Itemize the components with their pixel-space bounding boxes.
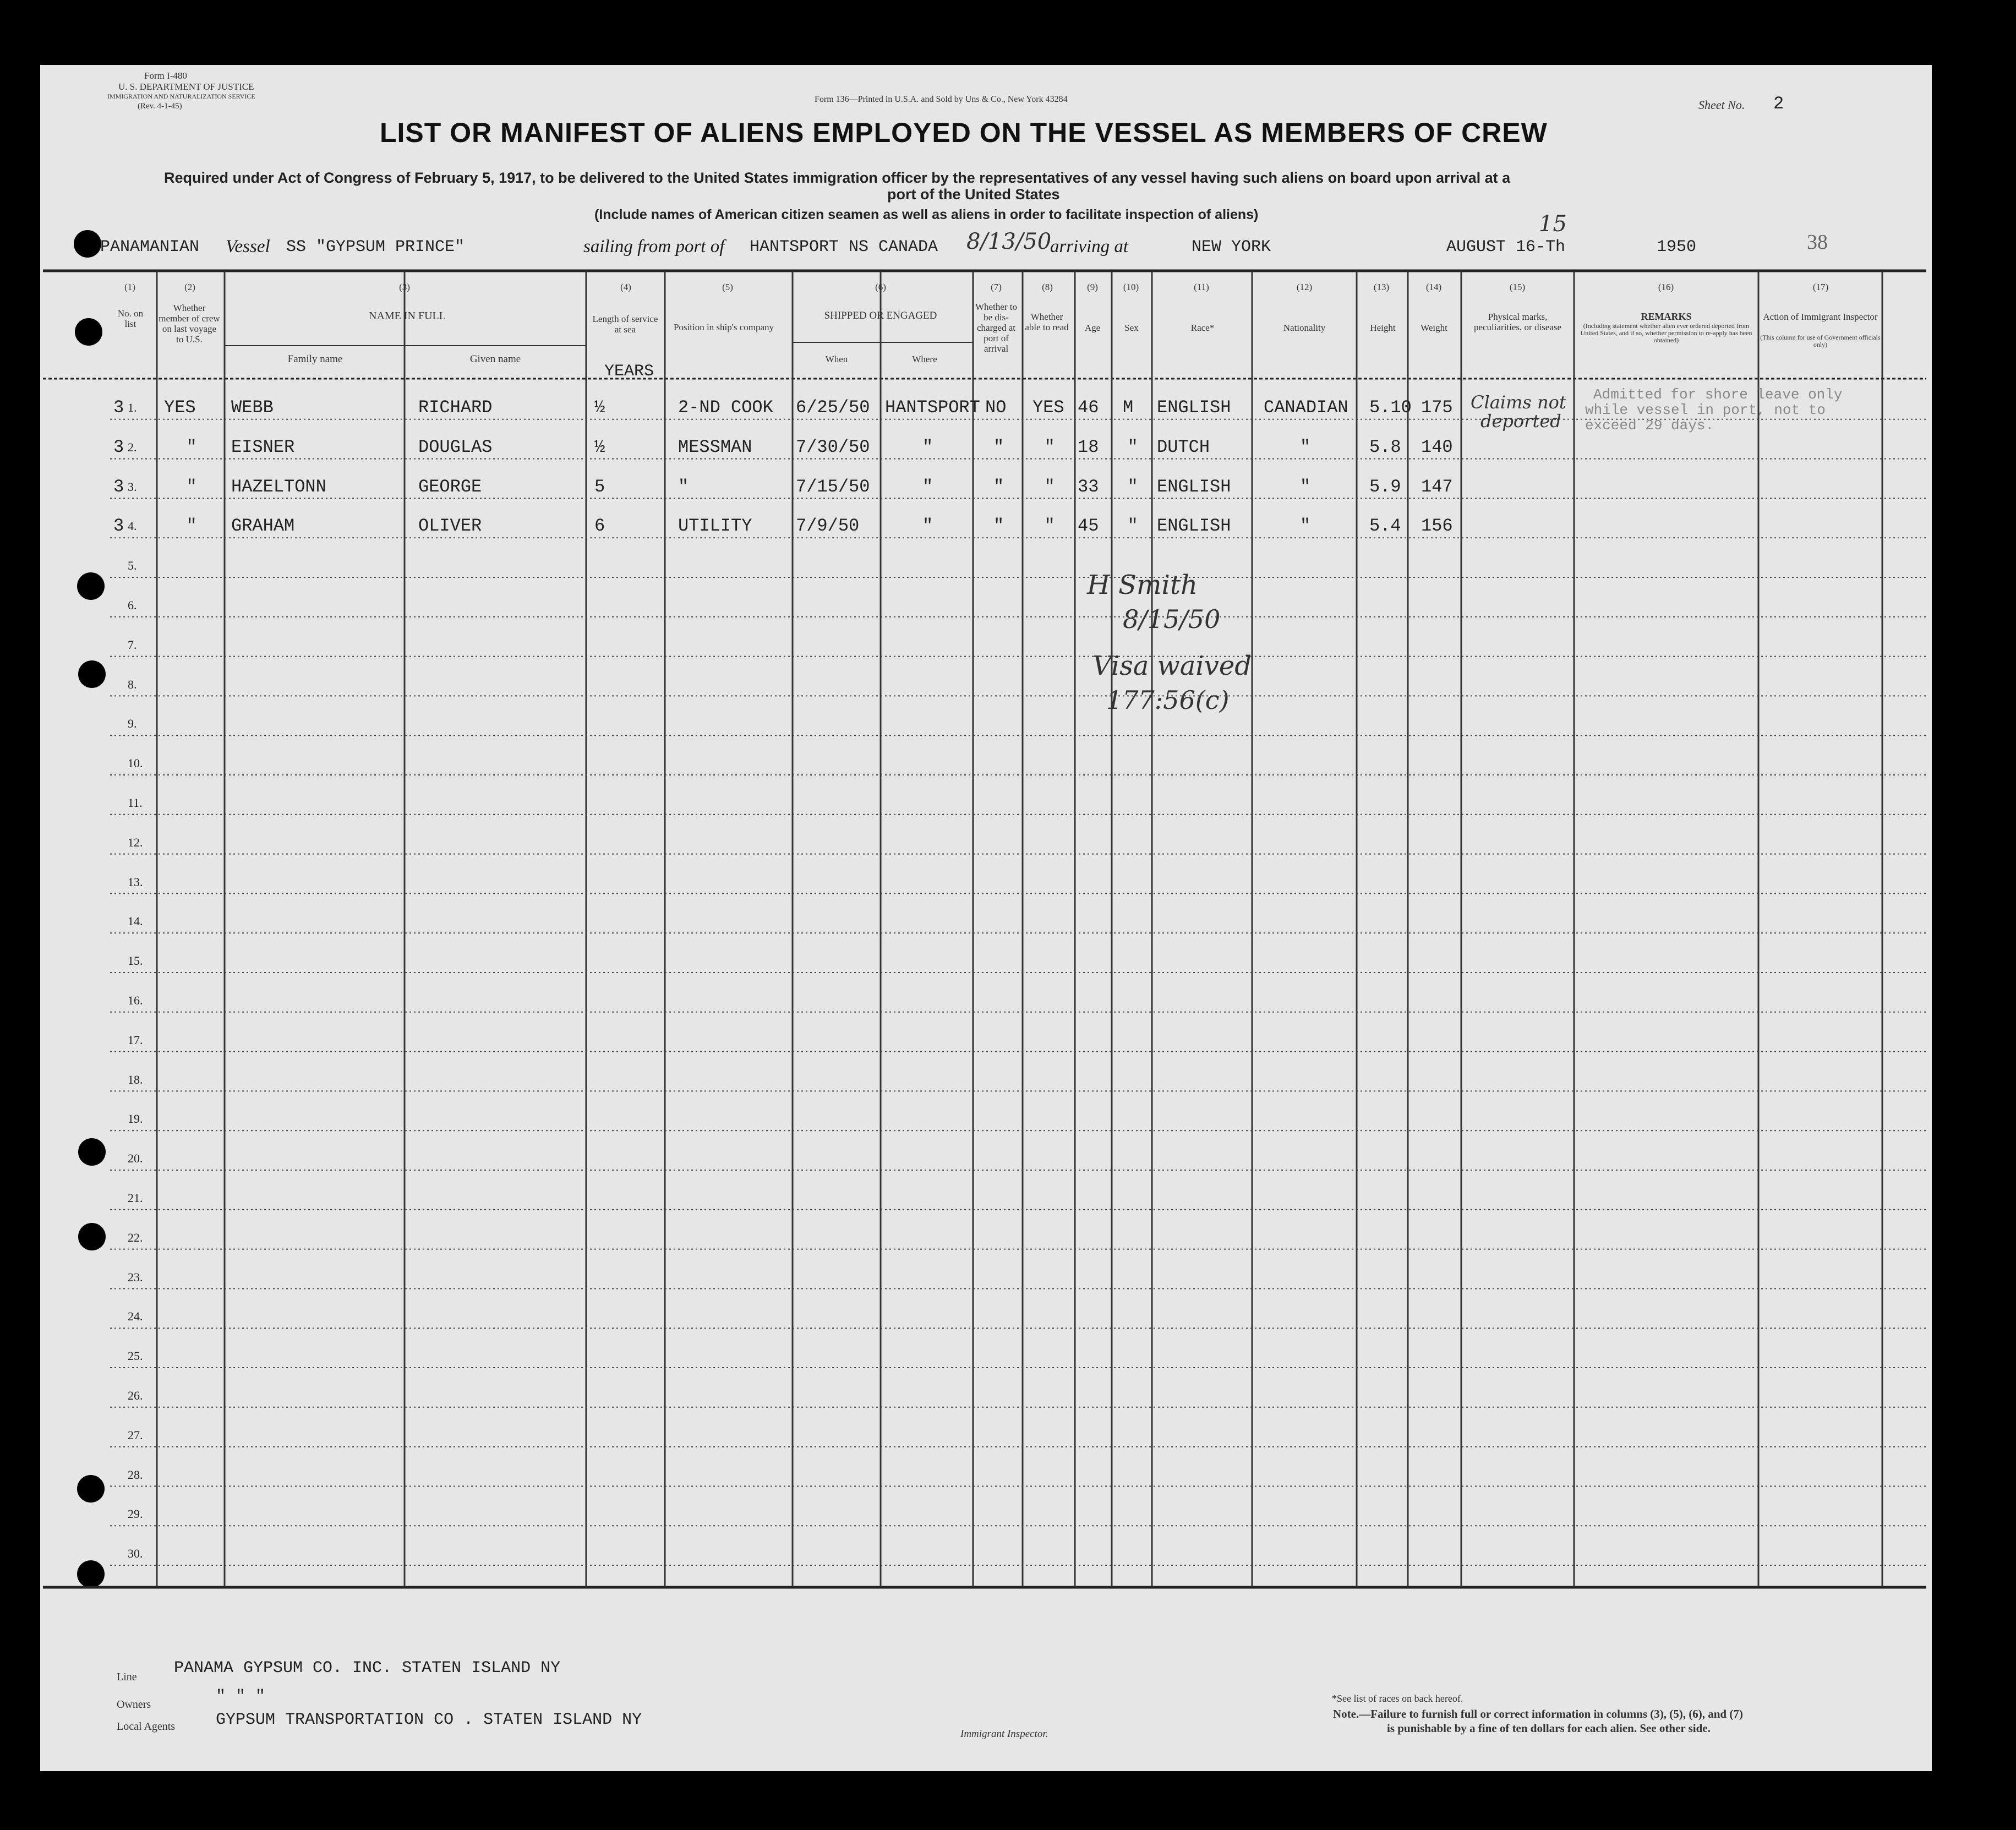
cell-age: 45	[1078, 516, 1099, 537]
cell-position: 2-ND COOK	[678, 397, 773, 418]
cell-family: WEBB	[231, 397, 274, 418]
cell-read: "	[1044, 516, 1055, 537]
col4-header: Length of service at sea	[592, 314, 658, 335]
cell-weight: 147	[1421, 476, 1453, 497]
fine-note-1: Note.—Failure to furnish full or correct information in columns (3), (5), (6), and (7)	[1333, 1707, 1743, 1720]
footer-owners-label: Owners	[117, 1698, 151, 1711]
col3b-header: Given name	[469, 353, 521, 365]
footer-line-label: Line	[117, 1671, 137, 1683]
cell-where: "	[922, 476, 933, 497]
arrival-year: 1950	[1657, 238, 1697, 256]
cell-race: ENGLISH	[1157, 516, 1231, 537]
col1-header: No. on list	[117, 308, 144, 329]
col5-header: Position in ship's company	[673, 322, 774, 332]
column-number: (5)	[722, 282, 733, 292]
column-number: (16)	[1658, 282, 1674, 292]
row-number: 14.	[128, 914, 143, 928]
races-note: *See list of races on back hereof.	[1332, 1693, 1463, 1704]
row-number: 11.	[128, 796, 143, 810]
col17-header: Action of Immigrant Inspector	[1763, 312, 1878, 322]
cell-family: GRAHAM	[231, 516, 295, 537]
row-prefix: 3	[113, 397, 124, 418]
cell-given: OLIVER	[418, 516, 482, 537]
cell-weight: 156	[1421, 516, 1453, 537]
col3a-header: Family name	[287, 353, 343, 365]
page-title: LIST OR MANIFEST OF ALIENS EMPLOYED ON THE VESSEL AS MEMBERS OF CREW	[380, 117, 1548, 148]
row-number: 4.	[128, 519, 137, 533]
department: U. S. DEPARTMENT OF JUSTICE	[118, 81, 254, 92]
row-number: 25.	[128, 1349, 143, 1363]
arriving-label: arriving at	[1050, 237, 1129, 256]
remarks-stamp-line1: Admitted for shore leave only	[1593, 386, 1843, 403]
footer-line-value: PANAMA GYPSUM CO. INC. STATEN ISLAND NY	[174, 1659, 561, 1678]
row-prefix: 3	[113, 516, 124, 537]
cell-age: 46	[1078, 397, 1099, 418]
col10-header: Sex	[1124, 323, 1139, 333]
row-number: 30.	[128, 1547, 143, 1561]
subtitle-3: (Include names of American citizen seamen as well as aliens in order to facilitate inspection of aliens)	[594, 207, 1259, 222]
cell-service: ½	[594, 397, 605, 418]
cell-position: UTILITY	[678, 516, 752, 537]
cell-given: RICHARD	[418, 397, 493, 418]
cell-discharge: "	[993, 436, 1004, 457]
cell-discharge: "	[993, 516, 1004, 537]
column-number: (14)	[1425, 282, 1442, 292]
col12-header: Nationality	[1283, 323, 1326, 333]
row-number: 27.	[128, 1428, 143, 1442]
row-number: 21.	[128, 1191, 143, 1205]
cell-nationality: CANADIAN	[1264, 397, 1348, 418]
vessel-flag: PANAMANIAN	[100, 238, 200, 256]
form-number: Form I-480	[144, 70, 187, 81]
revision: (Rev. 4-1-45)	[138, 102, 182, 111]
cell-age: 33	[1078, 476, 1099, 497]
col6b-header: Where	[912, 354, 937, 364]
col4-unit: YEARS	[604, 362, 654, 381]
row-number: 22.	[128, 1230, 143, 1244]
column-number: (8)	[1042, 282, 1053, 292]
column-number: (12)	[1296, 282, 1313, 292]
footer-agents-value: GYPSUM TRANSPORTATION CO . STATEN ISLAND NY	[216, 1711, 642, 1729]
row-number: 5.	[128, 559, 137, 573]
cell-when: 7/30/50	[796, 436, 870, 457]
row-number: 24.	[128, 1309, 143, 1324]
cell-crew: "	[186, 516, 197, 537]
inspector-label: Immigrant Inspector.	[960, 1728, 1048, 1740]
row-number: 17.	[128, 1033, 143, 1047]
remarks-stamp-line2: while vessel in port, not to	[1585, 402, 1826, 418]
col8-header: Whether able to read	[1025, 312, 1069, 332]
cell-crew: "	[186, 476, 197, 497]
cell-sex: "	[1127, 436, 1138, 457]
col16-note: (Including statement whether alien ever ordered deported from United States, and if so, whether permission to re-apply has been obtained)	[1580, 322, 1752, 344]
footer-owners-value: " " "	[216, 1687, 266, 1706]
cell-service: 6	[594, 516, 605, 537]
cell-weight: 175	[1421, 397, 1453, 418]
cell-given: GEORGE	[418, 476, 482, 497]
row-number: 19.	[128, 1112, 143, 1126]
cell-nationality: "	[1300, 516, 1311, 537]
visa-waived-note: Visa waived	[1092, 651, 1252, 681]
col11-header: Race*	[1190, 323, 1215, 333]
footer-agents-label: Local Agents	[117, 1720, 176, 1733]
service: IMMIGRATION AND NATURALIZATION SERVICE	[107, 92, 255, 100]
cell-age: 18	[1078, 436, 1099, 457]
row-number: 20.	[128, 1151, 143, 1166]
row-number: 10.	[128, 756, 143, 771]
row-number: 15.	[128, 954, 143, 968]
signature-date: 8/15/50	[1123, 604, 1221, 634]
column-number: (13)	[1373, 282, 1390, 292]
cell-height: 5.10	[1369, 397, 1412, 418]
inspector-signature: H Smith	[1087, 570, 1198, 600]
row-number: 26.	[128, 1389, 143, 1402]
col13-header: Height	[1370, 323, 1396, 333]
cell-height: 5.8	[1369, 436, 1401, 457]
cell-sex: "	[1127, 476, 1138, 497]
cell-height: 5.9	[1369, 476, 1401, 497]
subtitle-1: Required under Act of Congress of February 5, 1917, to be delivered to the United States immigration officer by the representatives of any vessel having such aliens on board upon arrival at a	[164, 170, 1511, 186]
arrival-day-handwritten: 15	[1539, 211, 1567, 237]
col15-header: Physical marks, peculiarities, or disease	[1473, 312, 1562, 332]
col6-header: SHIPPED OR ENGAGED	[824, 310, 937, 321]
cell-nationality: "	[1300, 436, 1311, 457]
row-number: 13.	[128, 875, 143, 889]
row-number: 2.	[128, 440, 137, 454]
arrival-port: NEW YORK	[1192, 238, 1271, 256]
fine-note-2: is punishable by a fine of ten dollars for each alien. See other side.	[1387, 1722, 1711, 1735]
cell-crew: YES	[164, 397, 196, 418]
row-number: 3.	[128, 479, 137, 494]
vessel-label: Vessel	[226, 237, 270, 256]
page-stamp: 38	[1807, 231, 1828, 254]
cell-read: "	[1044, 436, 1055, 457]
cell-sex: "	[1127, 516, 1138, 537]
col6a-header: When	[825, 354, 848, 364]
sheet-number: 2	[1773, 94, 1784, 114]
row-number: 28.	[128, 1467, 143, 1482]
column-number: (15)	[1509, 282, 1526, 292]
remarks-stamp-line3: exceed 29 days.	[1585, 417, 1714, 434]
cell-service: 5	[594, 476, 605, 497]
column-number: (6)	[875, 282, 886, 292]
column-number: (1)	[124, 282, 135, 292]
column-number: (3)	[399, 282, 410, 292]
col2-header: Whether member of crew on last voyage to U.S.	[159, 303, 220, 345]
row-number: 9.	[128, 717, 137, 731]
row-number: 1.	[128, 401, 137, 414]
cell-given: DOUGLAS	[418, 436, 493, 457]
cell-discharge: "	[993, 476, 1004, 497]
arrival-date: AUGUST 16-Th	[1446, 238, 1566, 256]
cell-service: ½	[594, 436, 605, 457]
vessel-name: SS "GYPSUM PRINCE"	[286, 238, 465, 256]
cell-height: 5.4	[1369, 516, 1401, 537]
cell-race: ENGLISH	[1157, 476, 1231, 497]
cell-weight: 140	[1421, 436, 1453, 457]
cell-when: 6/25/50	[796, 397, 870, 418]
col9-header: Age	[1084, 323, 1101, 333]
cell-read: "	[1044, 476, 1055, 497]
row-prefix: 3	[113, 436, 124, 457]
cell-position: MESSMAN	[678, 436, 752, 457]
row-number: 6.	[128, 598, 137, 612]
cell-crew: "	[186, 436, 197, 457]
cell-sex: M	[1123, 397, 1134, 418]
cell-when: 7/15/50	[796, 476, 870, 497]
row-number: 29.	[128, 1507, 143, 1521]
column-number: (17)	[1812, 282, 1829, 292]
column-number: (9)	[1087, 282, 1098, 292]
column-number: (4)	[620, 282, 631, 292]
column-number: (7)	[991, 282, 1002, 292]
cell-discharge: NO	[985, 397, 1007, 418]
col14-header: Weight	[1421, 323, 1447, 333]
cell-where: "	[922, 516, 933, 537]
col17-note: (This column for use of Government officials only)	[1760, 334, 1881, 348]
sailing-label: sailing from port of	[583, 237, 725, 256]
cell-where: "	[922, 436, 933, 457]
col3-header: NAME IN FULL	[369, 310, 446, 322]
row-number: 12.	[128, 835, 143, 849]
column-number: (11)	[1194, 282, 1209, 292]
cell-where: HANTSPORT	[885, 397, 980, 418]
subtitle-2: port of the United States	[887, 186, 1060, 203]
col16-header: REMARKS	[1641, 311, 1692, 322]
row-number: 8.	[128, 677, 137, 691]
row-number: 7.	[128, 637, 137, 652]
cell-family: EISNER	[231, 436, 295, 457]
cell-race: DUTCH	[1157, 436, 1210, 457]
cell-nationality: "	[1300, 476, 1311, 497]
cell-when: 7/9/50	[796, 516, 860, 537]
cell-position: "	[678, 476, 689, 497]
col7-header: Whether to be dis-charged at port of arrival	[975, 302, 1017, 354]
cell-race: ENGLISH	[1157, 397, 1231, 418]
cell-family: HAZELTONN	[231, 476, 326, 497]
row-number: 16.	[128, 993, 143, 1007]
row-number: 18.	[128, 1072, 143, 1086]
sheet-label: Sheet No.	[1698, 98, 1745, 112]
claims-note-line1: Claims not	[1471, 392, 1566, 413]
departure-port: HANTSPORT NS CANADA	[750, 238, 938, 256]
cell-read: YES	[1032, 397, 1064, 418]
column-number: (10)	[1123, 282, 1139, 292]
row-prefix: 3	[113, 476, 124, 497]
row-number: 23.	[128, 1270, 143, 1284]
printer-line: Form 136—Printed in U.S.A. and Sold by Uns & Co., New York 43284	[815, 95, 1068, 104]
visa-code-note: 177:56(c)	[1106, 685, 1230, 715]
sail-date-handwritten: 8/13/50	[966, 229, 1052, 254]
claims-note-line2: deported	[1480, 411, 1561, 431]
column-number: (2)	[184, 282, 195, 292]
